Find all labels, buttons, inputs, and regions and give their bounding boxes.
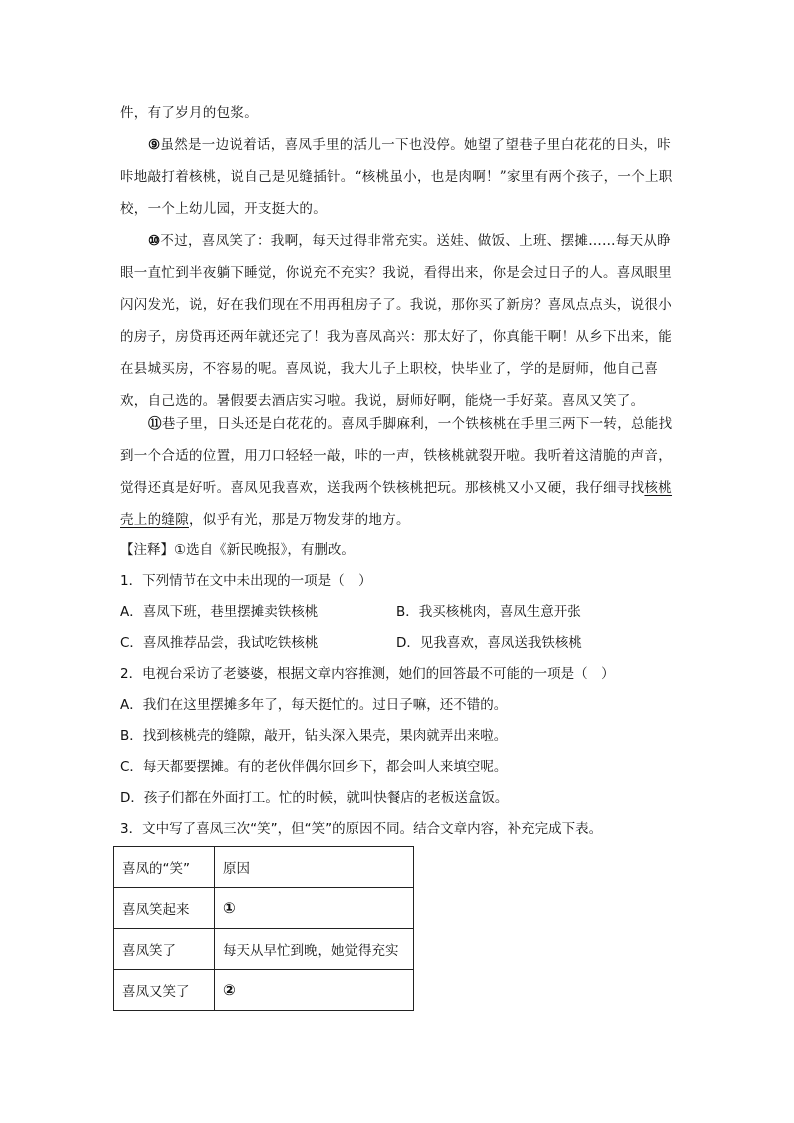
- option-c: C．每天都要摆摊。有的老伙伴偶尔回乡下，都会叫人来填空呢。: [120, 759, 508, 775]
- table-row: [114, 970, 414, 1011]
- table-cell: 喜凤笑了: [114, 929, 215, 970]
- paragraph-text: 虽然是一边说着话，喜凤手里的活儿一下也没停。她望了望巷子里白花花的日头，咔咔地敲打着核桃，说自己是见缝插针。“核桃虽小，也是肉啊！”家里有两个孩子，一个上职校，一个上幼儿园，开支挺大的。: [120, 137, 673, 217]
- passage-paragraph-10: [120, 225, 676, 417]
- table-cell: 喜凤笑起来: [114, 888, 215, 929]
- passage-paragraph-continued: [120, 97, 676, 129]
- paragraph-text: ，似乎有光，那是万物发芽的地方。: [189, 512, 410, 528]
- table-header-cell: 原因: [215, 847, 414, 888]
- question-1: 1．下列情节在文中未出现的一项是（ ）: [120, 573, 372, 589]
- question-1-options-row-2: [120, 633, 680, 653]
- passage-paragraph-11: [120, 408, 676, 536]
- passage-paragraph-9: [120, 129, 676, 225]
- question-3: 3．文中写了喜凤三次“笑”，但“笑”的原因不同。结合文章内容，补充完成下表。: [120, 821, 603, 837]
- option-c: C．喜凤推荐品尝，我试吃铁核桃: [120, 635, 319, 651]
- paragraph-text: 巷子里，日头还是白花花的。喜凤手脚麻利，一个铁核桃在手里三两下一转，总能找到一个合适的位置，用刀口轻轻一敲，咔的一声，铁核桃就裂开啦。我听着这清脆的声音，觉得还真是好听。喜凤见我喜欢，送我两个铁核桃把玩。那核桃又小又硬，我仔细寻找: [120, 416, 673, 496]
- option-d: D．见我喜欢，喜凤送我铁核桃: [396, 635, 582, 651]
- option-b: B．找到核桃壳的缝隙，敲开，钻头深入果壳，果肉就弄出来啦。: [120, 728, 508, 744]
- answer-blank-cell[interactable]: ①: [215, 888, 414, 929]
- question-2: 2．电视台采访了老婆婆，根据文章内容推测，她们的回答最不可能的一项是（ ）: [120, 666, 615, 682]
- paragraph-number: ⑨: [148, 137, 161, 153]
- underlined-phrase: 核桃壳上的缝隙: [120, 480, 673, 528]
- option-d: D．孩子们都在外面打工。忙的时候，就叫快餐店的老板送盒饭。: [120, 790, 509, 806]
- table-cell: 每天从早忙到晚，她觉得充实: [215, 929, 414, 970]
- table-header-cell: 喜凤的“笑”: [114, 847, 215, 888]
- option-a: A．我们在这里摆摊多年了，每天挺忙的。过日子嘛，还不错的。: [120, 697, 508, 713]
- table-row: [114, 929, 414, 970]
- option-a: A．喜凤下班，巷里摆摊卖铁核桃: [120, 604, 319, 620]
- table-row: [114, 888, 414, 929]
- answer-blank-cell[interactable]: ②: [215, 970, 414, 1011]
- table-cell: 喜凤又笑了: [114, 970, 215, 1011]
- paragraph-number: ⑩: [148, 233, 161, 249]
- paragraph-number: ⑪: [148, 416, 162, 432]
- answer-table: [113, 846, 414, 1011]
- table-header-row: [114, 847, 414, 888]
- option-b: B．我买核桃肉，喜凤生意开张: [396, 604, 581, 620]
- paragraph-text: 件，有了岁月的包浆。: [120, 105, 258, 121]
- paragraph-text: 不过，喜凤笑了：我啊，每天过得非常充实。送娃、做饭、上班、摆摊……每天从睁眼一直忙到半夜躺下睡觉，你说充不充实？我说，看得出来，你是会过日子的人。喜凤眼里闪闪发光，说，好在我们现在不用再租房子了。我说，那你买了新房？喜凤点点头，说很小的房子，房贷再还两年就还完了！我为喜凤高兴：那太好了，你真能干啊！从乡下出来，能在县城买房，不容易的呢。喜凤说，我大儿子上职校，快毕业了，学的是厨师，他自己喜欢，自己选的。暑假要去酒店实习啦。我说，厨师好啊，能烧一手好菜。喜凤又笑了。: [120, 233, 672, 409]
- annotation-note: 【注释】①选自《新民晚报》，有删改。: [120, 542, 355, 558]
- question-1-options-row-1: [120, 602, 680, 622]
